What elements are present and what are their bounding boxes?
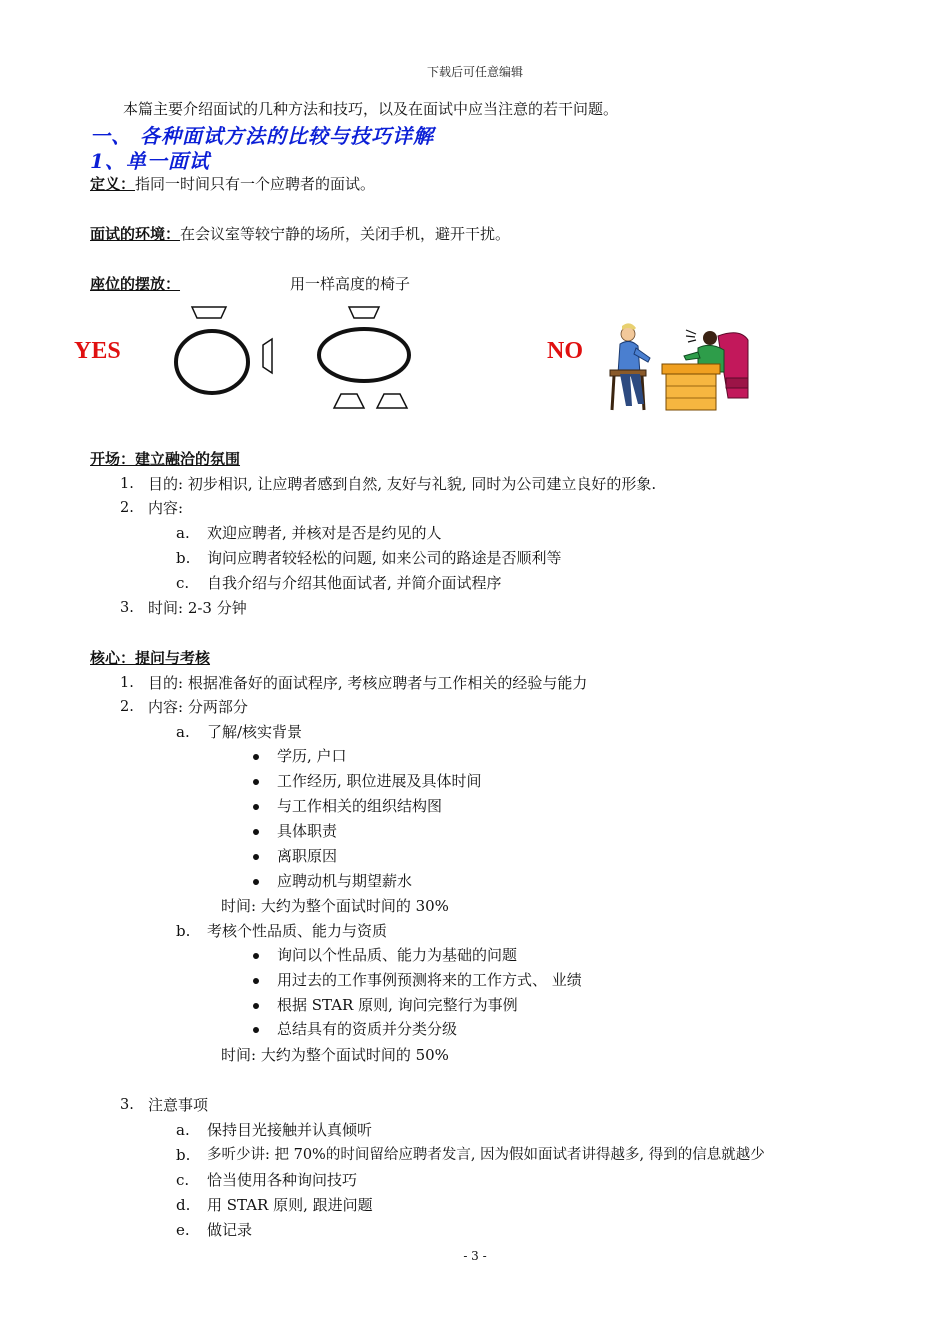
section-heading: 一、 各种面试方法的比较与技巧详解 bbox=[90, 124, 434, 148]
chair-shape bbox=[334, 394, 364, 408]
opening-time: 时间: 2-3 分钟 bbox=[148, 599, 247, 617]
opening-sub-a-letter: a. bbox=[176, 524, 190, 542]
core-part-a-letter: a. bbox=[176, 723, 190, 741]
page-number: - 3 - bbox=[463, 1249, 487, 1263]
core-title: 核心：提问与考核 bbox=[90, 649, 211, 667]
bullet-dot bbox=[253, 804, 259, 810]
opening-item-1-num: 1. bbox=[120, 476, 134, 492]
chair-shape bbox=[263, 339, 272, 373]
core-b-time: 时间: 大约为整个面试时间的 50% bbox=[221, 1046, 449, 1064]
notes-d-letter: d. bbox=[176, 1196, 191, 1214]
page-header: 下载后可任意编辑 bbox=[426, 65, 523, 79]
bullet-dot bbox=[253, 1027, 259, 1033]
opening-sub-c: 自我介绍与介绍其他面试者, 并简介面试程序 bbox=[207, 574, 502, 592]
environment-label: 面试的环境： bbox=[90, 225, 181, 243]
oval-table-shape bbox=[319, 329, 409, 381]
core-b-bullet: 询问以个性品质、能力为基础的问题 bbox=[277, 946, 518, 964]
definition-text: 指同一时间只有一个应聘者的面试。 bbox=[135, 175, 376, 193]
chair-note: 用一样高度的椅子 bbox=[290, 275, 411, 293]
notes-a: 保持目光接触并认真倾听 bbox=[207, 1121, 373, 1139]
opening-title: 开场：建立融洽的氛围 bbox=[90, 450, 241, 468]
round-table-shape bbox=[176, 331, 248, 393]
intro-paragraph: 本篇主要介绍面试的几种方法和技巧，以及在面试中应当注意的若干问题。 bbox=[123, 100, 619, 118]
core-a-bullet: 应聘动机与期望薪水 bbox=[277, 872, 413, 890]
core-a-bullet: 具体职责 bbox=[277, 822, 338, 840]
opening-sub-a: 欢迎应聘者, 并核对是否是约见的人 bbox=[207, 524, 442, 542]
no-label: NO bbox=[547, 338, 583, 364]
chair-shape bbox=[192, 307, 226, 318]
opening-sub-b: 询问应聘者较轻松的问题, 如来公司的路途是否顺利等 bbox=[207, 549, 562, 567]
bullet-dot bbox=[253, 754, 259, 760]
bullet-dot bbox=[253, 779, 259, 785]
opening-time-num: 3. bbox=[120, 600, 134, 616]
opening-sub-b-letter: b. bbox=[176, 549, 191, 567]
notes-b-letter: b. bbox=[176, 1146, 191, 1164]
core-b-bullet: 用过去的工作事例预测将来的工作方式、 业绩 bbox=[277, 971, 582, 989]
core-part-a: 了解/核实背景 bbox=[207, 723, 303, 741]
interview-clipart bbox=[600, 318, 760, 418]
core-item-1-num: 1. bbox=[120, 675, 134, 691]
seating-diagram-yes bbox=[0, 0, 950, 430]
opening-item-2-num: 2. bbox=[120, 500, 134, 516]
bullet-dot bbox=[253, 879, 259, 885]
bullet-dot bbox=[253, 1003, 259, 1009]
bullet-dot bbox=[253, 978, 259, 984]
notes-e-letter: e. bbox=[176, 1221, 190, 1239]
core-a-bullet: 离职原因 bbox=[277, 847, 338, 865]
core-b-bullet: 根据 STAR 原则, 询问完整行为事例 bbox=[277, 996, 518, 1014]
core-item-1: 目的: 根据准备好的面试程序, 考核应聘者与工作相关的经验与能力 bbox=[148, 674, 588, 692]
core-a-bullet: 工作经历, 职位进展及具体时间 bbox=[277, 772, 482, 790]
bullet-dot bbox=[253, 829, 259, 835]
bullet-dot bbox=[253, 854, 259, 860]
seating-label: 座位的摆放： bbox=[90, 275, 181, 293]
core-part-b-letter: b. bbox=[176, 922, 191, 940]
core-a-time: 时间: 大约为整个面试时间的 30% bbox=[221, 897, 449, 915]
chair-shape bbox=[377, 394, 407, 408]
opening-item-1: 目的: 初步相识, 让应聘者感到自然, 友好与礼貌, 同时为公司建立良好的形象. bbox=[148, 475, 657, 493]
definition-label: 定义： bbox=[90, 175, 136, 193]
yes-label: YES bbox=[74, 338, 121, 364]
core-part-b: 考核个性品质、能力与资质 bbox=[207, 922, 388, 940]
core-a-bullet: 学历, 户口 bbox=[277, 747, 347, 765]
notes-c: 恰当使用各种询问技巧 bbox=[207, 1171, 358, 1189]
notes-title: 注意事项 bbox=[148, 1096, 209, 1114]
core-b-bullet: 总结具有的资质并分类分级 bbox=[277, 1020, 458, 1038]
notes-e: 做记录 bbox=[207, 1221, 253, 1239]
subsection-heading: 1、单一面试 bbox=[90, 149, 210, 173]
environment-text: 在会议室等较宁静的场所，关闭手机，避开干扰。 bbox=[180, 225, 511, 243]
notes-a-letter: a. bbox=[176, 1121, 190, 1139]
notes-c-letter: c. bbox=[176, 1171, 190, 1189]
notes-num: 3. bbox=[120, 1097, 134, 1113]
core-item-2: 内容: 分两部分 bbox=[148, 698, 248, 716]
bullet-dot bbox=[253, 953, 259, 959]
opening-item-2: 内容: bbox=[148, 499, 184, 517]
core-item-2-num: 2. bbox=[120, 699, 134, 715]
chair-shape bbox=[349, 307, 379, 318]
notes-d: 用 STAR 原则, 跟进问题 bbox=[207, 1196, 373, 1214]
core-a-bullet: 与工作相关的组织结构图 bbox=[277, 797, 443, 815]
notes-b: 多听少讲: 把 70%的时间留给应聘者发言, 因为假如面试者讲得越多, 得到的信息就越少 bbox=[207, 1147, 765, 1163]
opening-sub-c-letter: c. bbox=[176, 574, 190, 592]
